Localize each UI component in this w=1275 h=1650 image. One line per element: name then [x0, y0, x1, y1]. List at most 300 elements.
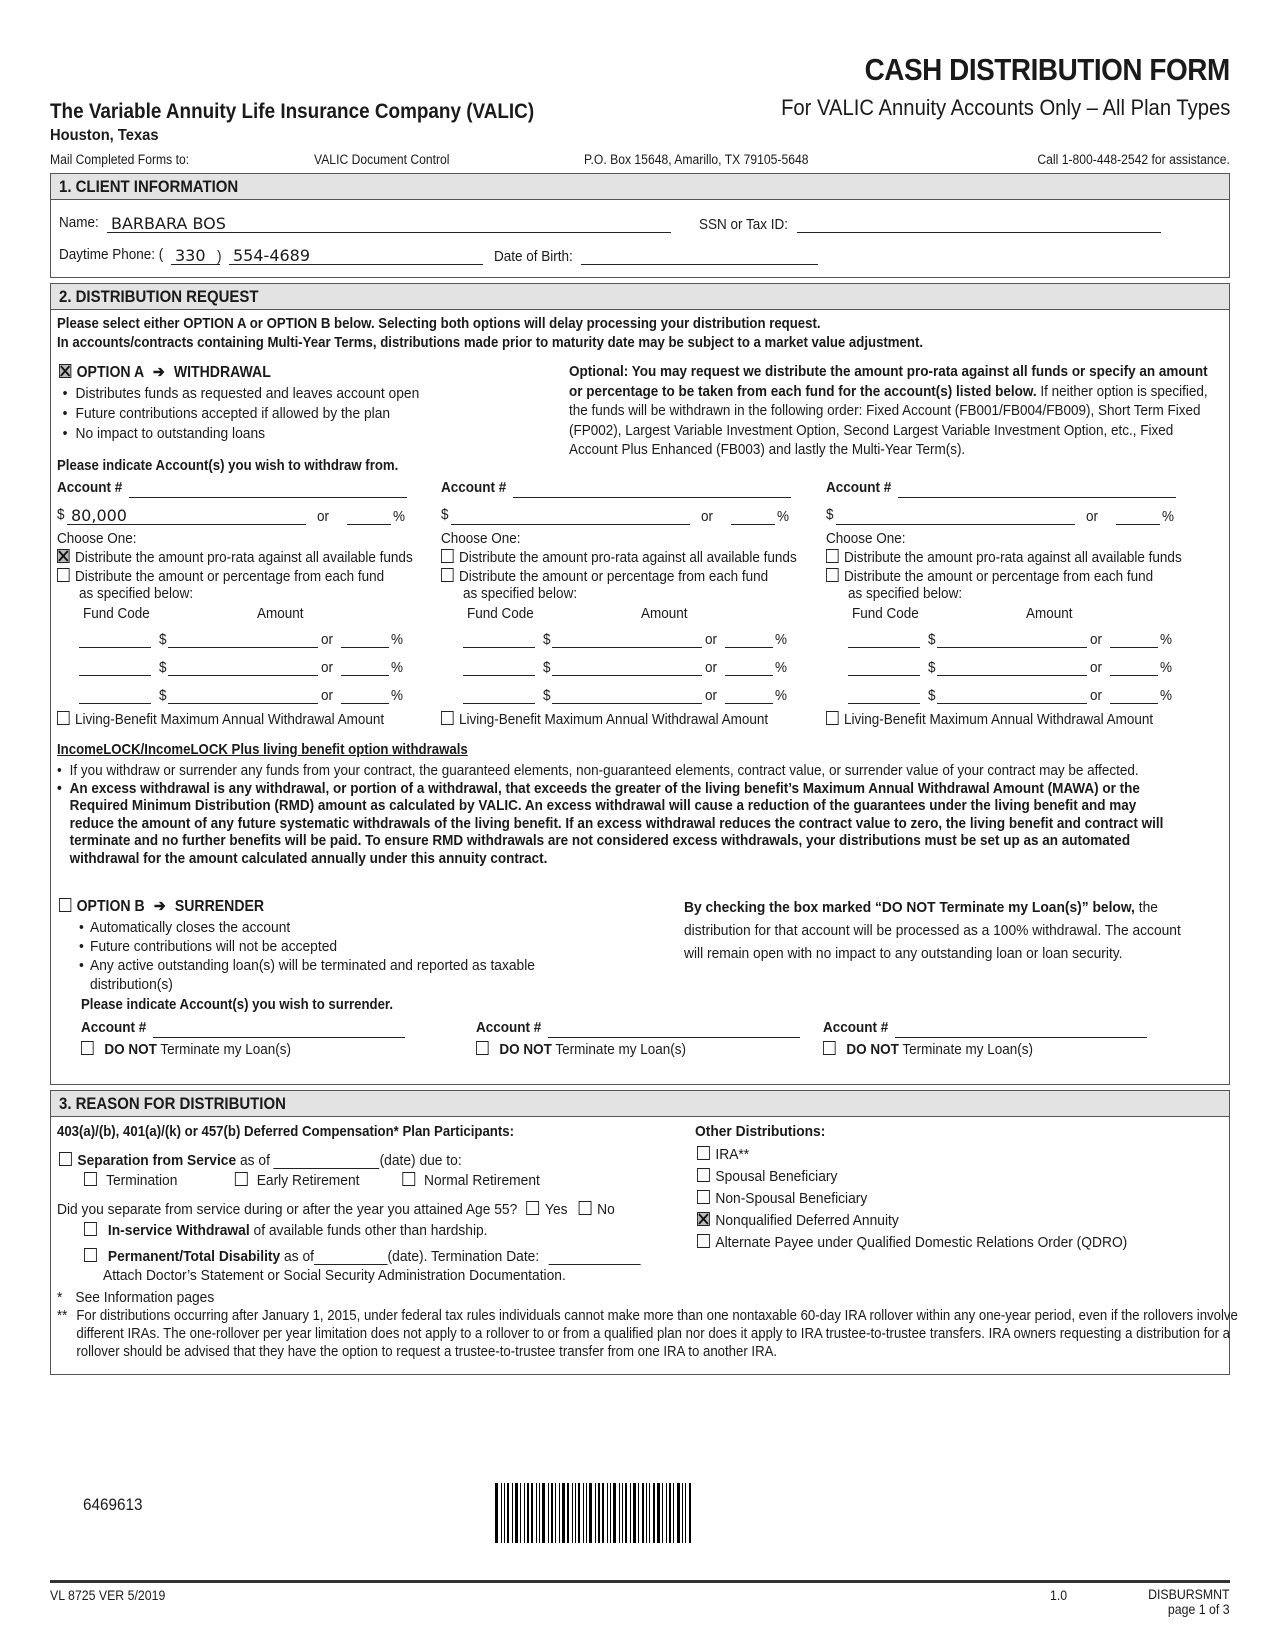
fund-code-field[interactable]: [848, 657, 920, 676]
other-distribution-option: [697, 1144, 1127, 1166]
do-not-label: DO NOT: [104, 1041, 157, 1058]
normal-retirement-label: Normal Retirement: [424, 1172, 540, 1189]
fund-row: [463, 657, 808, 677]
prorata-checkbox[interactable]: [441, 549, 454, 563]
barcode-bar: [662, 1483, 663, 1543]
barcode-bar: [649, 1483, 650, 1543]
choose-one-label: Choose One:: [826, 530, 906, 547]
barcode-bar: [595, 1483, 596, 1543]
account-number-row: [826, 479, 1191, 496]
barcode-bar: [520, 1483, 521, 1543]
do-not-terminate-option: [81, 1041, 291, 1058]
fund-percent-field[interactable]: [341, 685, 389, 704]
account-label: Account #: [826, 479, 892, 496]
form-subtitle: For VALIC Annuity Accounts Only – All Plan Types: [780, 95, 1230, 120]
disability-label: Permanent/Total Disability: [107, 1248, 281, 1265]
or-label: or: [705, 659, 718, 676]
barcode-bar: [610, 1483, 611, 1543]
inservice-label: In-service Withdrawal: [107, 1222, 250, 1239]
separation-date-suffix: (date) due to:: [379, 1152, 462, 1169]
amount-row: [57, 506, 422, 523]
other-distribution-checkbox[interactable]: [697, 1168, 710, 1182]
other-distribution-option: [697, 1232, 1127, 1254]
barcode-bar: [607, 1483, 608, 1543]
other-distribution-checkbox[interactable]: [697, 1190, 710, 1204]
other-distribution-label: Non-Spousal Beneficiary: [715, 1190, 868, 1207]
barcode-bar: [504, 1483, 505, 1543]
bullet-item: • Future contributions will not be accepted: [79, 938, 338, 955]
option-b-indicate: Please indicate Account(s) you wish to surrender.: [81, 996, 394, 1013]
specify-checkbox[interactable]: [826, 568, 839, 582]
specify-option: [441, 568, 768, 585]
account-label: Account #: [81, 1019, 147, 1036]
specify-label: Distribute the amount or percentage from each fund: [75, 568, 385, 585]
fund-row: [79, 685, 424, 705]
specify-label-cont: as specified below:: [848, 585, 963, 602]
other-distribution-checkbox[interactable]: [697, 1146, 710, 1160]
fund-amount-field[interactable]: [168, 657, 318, 676]
amount-header: Amount: [257, 605, 304, 622]
amount-header: Amount: [641, 605, 688, 622]
fund-code-field[interactable]: [79, 657, 151, 676]
barcode-bar: [673, 1483, 674, 1543]
fund-amount-field[interactable]: [552, 685, 702, 704]
account-label: Account #: [476, 1019, 542, 1036]
option-a-bullets: [59, 384, 419, 444]
barcode-bar: [677, 1483, 680, 1543]
dob-field[interactable]: [581, 246, 818, 265]
or-label: or: [1090, 687, 1103, 704]
percent-sign: %: [1160, 687, 1173, 704]
section-heading: 3. REASON FOR DISTRIBUTION: [51, 1091, 1229, 1117]
account-number-row: [441, 479, 806, 496]
other-distributions-list: [697, 1144, 1127, 1254]
do-not-label: DO NOT: [499, 1041, 552, 1058]
barcode-bar: [507, 1483, 509, 1543]
specify-option: [826, 568, 1153, 585]
fund-row: [79, 629, 424, 649]
percent-sign: %: [391, 631, 404, 648]
account-number-field[interactable]: [513, 479, 791, 498]
assistance-phone: Call 1-800-448-2542 for assistance.: [1037, 152, 1230, 167]
barcode-bar: [689, 1483, 691, 1543]
incomelock-bullet-2: • An excess withdrawal is any withdrawal, or portion of a withdrawal, that exceeds the greater of the living benefit’s Maximum Annual Withdrawal Amount (MAWA) or the Required Minimum Distribution (RMD) amount as calculated by VALIC. An excess withdrawal will cause a reduction of the guarantees under the living benefit and may reduce the amount of any future systematic withdrawals of the living benefit. If an excess withdrawal reduces the contract value to zero, the living benefit and contract will terminate and no further benefits will be paid. To ensure RMD withdrawals are not considered excess withdrawals, your distributions must be set up as an automated withdrawal for the amount calculated annually under this annuity contract.: [57, 779, 1164, 867]
surrender-account-column: [81, 1019, 446, 1067]
account-number-field[interactable]: [153, 1019, 405, 1038]
specify-checkbox[interactable]: [441, 568, 454, 582]
do-not-terminate-checkbox[interactable]: [476, 1041, 489, 1055]
bullet-item: • Automatically closes the account: [79, 919, 291, 936]
fund-code-field[interactable]: [848, 629, 920, 648]
fund-code-header: Fund Code: [467, 605, 534, 622]
barcode-bar: [512, 1483, 513, 1543]
barcode-bar: [646, 1483, 647, 1543]
other-distribution-checkbox[interactable]: [697, 1212, 710, 1226]
mawa-label: Living-Benefit Maximum Annual Withdrawal Amount: [844, 711, 1154, 728]
specify-checkbox[interactable]: [57, 568, 70, 582]
or-label: or: [1090, 659, 1103, 676]
barcode-bar: [598, 1483, 600, 1543]
fund-percent-field[interactable]: [341, 629, 389, 648]
account-number-field[interactable]: [898, 479, 1176, 498]
inservice-text: of available funds other than hardship.: [249, 1222, 488, 1239]
terminate-label: Terminate my Loan(s): [902, 1041, 1033, 1058]
do-not-label: DO NOT: [846, 1041, 899, 1058]
fund-amount-field[interactable]: [937, 685, 1087, 704]
barcode-bar: [685, 1483, 686, 1543]
account-number-row: [823, 1019, 1163, 1036]
barcode-bar: [515, 1483, 518, 1543]
option-b-checkbox[interactable]: [59, 898, 71, 912]
other-distribution-checkbox[interactable]: [697, 1234, 710, 1248]
barcode-bar: [567, 1483, 569, 1543]
age55-row: [57, 1201, 615, 1218]
dollar-sign: $: [543, 631, 551, 648]
other-distribution-option: [697, 1188, 1127, 1210]
barcode-bar: [572, 1483, 573, 1543]
fund-percent-field[interactable]: [341, 657, 389, 676]
form-version: VL 8725 VER 5/2019: [50, 1587, 166, 1603]
withdrawal-account-column: [826, 479, 1191, 734]
fund-code-header: Fund Code: [852, 605, 919, 622]
mailing-info: [50, 152, 1230, 167]
option-a-label: OPTION A: [76, 364, 144, 381]
dollar-sign: $: [543, 659, 551, 676]
fund-code-field[interactable]: [79, 629, 151, 648]
account-number-field[interactable]: [129, 479, 407, 498]
dollar-sign: $: [928, 631, 936, 648]
separation-date-field[interactable]: [274, 1150, 380, 1169]
dollar-sign: $: [543, 687, 551, 704]
termination-checkbox[interactable]: [84, 1172, 97, 1186]
fund-amount-field[interactable]: [168, 629, 318, 648]
barcode-bar: [548, 1483, 549, 1543]
do-not-terminate-checkbox[interactable]: [823, 1041, 836, 1055]
barcode-bar: [578, 1483, 580, 1543]
dollar-sign: $: [441, 506, 449, 523]
fund-percent-field[interactable]: [725, 657, 773, 676]
separation-reasons-row: [84, 1172, 540, 1189]
dollar-sign: $: [57, 506, 65, 523]
incomelock-bullets: [57, 762, 1177, 867]
mawa-checkbox[interactable]: [57, 711, 70, 725]
instruction-line-2: In accounts/contracts containing Multi-Year Terms, distributions made prior to maturity date may be subject to a market value adjustment.: [57, 334, 924, 351]
barcode-bar: [638, 1483, 639, 1543]
name-row: [59, 214, 1229, 238]
optional-note-bold: Optional: You may request we distribute the amount pro-rata against all funds or specify an amount or percentage to be taken from each fund for the account(s) listed below.: [569, 363, 1208, 400]
barcode-bar: [555, 1483, 556, 1543]
prorata-label: Distribute the amount pro-rata against all available funds: [459, 549, 797, 566]
fund-row: [463, 685, 808, 705]
option-b-note-text: the distribution for that account will be processed as a 100% withdrawal. The account will remain open with no impact to any outstanding loan or loan security.: [684, 899, 1181, 962]
age55-no-checkbox[interactable]: [579, 1201, 592, 1215]
early-retirement-checkbox[interactable]: [235, 1172, 248, 1186]
bullet-item: • Future contributions accepted if allowed by the plan: [59, 404, 419, 424]
other-distribution-option: [697, 1210, 1127, 1232]
mail-department: VALIC Document Control: [314, 152, 450, 167]
barcode-bar: [495, 1483, 498, 1543]
normal-retirement-checkbox[interactable]: [402, 1172, 415, 1186]
percent-sign: %: [775, 659, 788, 676]
specify-label-cont: as specified below:: [79, 585, 194, 602]
age55-yes-checkbox[interactable]: [527, 1201, 540, 1215]
company-city: Houston, Texas: [50, 127, 159, 144]
age55-no-label: No: [597, 1201, 615, 1218]
separation-as-of: as of: [236, 1152, 274, 1169]
option-a-heading: [59, 362, 271, 382]
fund-percent-field[interactable]: [725, 629, 773, 648]
fund-percent-field[interactable]: [1110, 657, 1158, 676]
form-code-block: [1149, 1587, 1230, 1617]
barcode-bar: [642, 1483, 644, 1543]
barcode: [495, 1483, 730, 1543]
instruction-line-1: Please select either OPTION A or OPTION B below. Selecting both options will delay processing your distribution request.: [57, 315, 821, 332]
form-code: DISBURSMNT: [1148, 1586, 1230, 1602]
fund-percent-field[interactable]: [725, 685, 773, 704]
disability-checkbox[interactable]: [84, 1248, 97, 1262]
other-distributions-heading: Other Distributions:: [695, 1123, 826, 1140]
option-b-note-bold: By checking the box marked “DO NOT Terminate my Loan(s)” below,: [684, 899, 1135, 916]
barcode-bar: [501, 1483, 502, 1543]
barcode-bar: [527, 1483, 529, 1543]
fund-row: [848, 657, 1193, 677]
prorata-label: Distribute the amount pro-rata against all available funds: [844, 549, 1182, 566]
specify-label: Distribute the amount or percentage from each fund: [459, 568, 769, 585]
barcode-bar: [559, 1483, 560, 1543]
option-a-indicate: Please indicate Account(s) you wish to withdraw from.: [57, 457, 399, 474]
fund-code-field[interactable]: [848, 685, 920, 704]
barcode-bar: [669, 1483, 671, 1543]
choose-one-label: Choose One:: [57, 530, 137, 547]
fund-amount-field[interactable]: [552, 629, 702, 648]
fund-percent-field[interactable]: [1110, 629, 1158, 648]
separation-row: [59, 1150, 462, 1169]
barcode-bar: [633, 1483, 636, 1543]
percent-field[interactable]: [347, 506, 391, 525]
barcode-bar: [539, 1483, 540, 1543]
percent-sign: %: [391, 687, 404, 704]
arrow-right-icon: ➔: [152, 364, 165, 381]
barcode-bar: [583, 1483, 584, 1543]
barcode-bar: [682, 1483, 683, 1543]
reason-for-distribution-section: [50, 1090, 1238, 1375]
option-b-heading: [59, 896, 264, 916]
percent-sign: %: [777, 508, 790, 525]
disability-row: [84, 1246, 641, 1265]
option-b-note: [684, 896, 1204, 965]
other-distribution-label: Spousal Beneficiary: [715, 1168, 838, 1185]
percent-sign: %: [775, 687, 788, 704]
or-label: or: [321, 687, 334, 704]
section-heading: 1. CLIENT INFORMATION: [51, 174, 1229, 200]
percent-sign: %: [393, 508, 406, 525]
page-number: page 1 of 3: [1168, 1601, 1230, 1617]
dollar-sign: $: [928, 659, 936, 676]
fund-row: [463, 629, 808, 649]
specify-option: [57, 568, 384, 585]
do-not-terminate-option: [476, 1041, 686, 1058]
barcode-bar: [531, 1483, 533, 1543]
barcode-bar: [575, 1483, 576, 1543]
form-title: CASH DISTRIBUTION FORM: [864, 52, 1230, 87]
percent-sign: %: [1160, 659, 1173, 676]
phone-paren: ): [217, 248, 222, 265]
account-label: Account #: [57, 479, 123, 496]
option-a-action: WITHDRAWAL: [173, 364, 271, 381]
prorata-option: [826, 549, 1182, 566]
or-label: or: [317, 508, 330, 525]
amount-field[interactable]: [451, 506, 690, 525]
amount-row: [441, 506, 806, 523]
fund-amount-field[interactable]: [937, 657, 1087, 676]
account-number-row: [476, 1019, 816, 1036]
terminate-label: Terminate my Loan(s): [555, 1041, 686, 1058]
prorata-checkbox[interactable]: [826, 549, 839, 563]
footnote-double-star: ** For distributions occurring after January 1, 2015, under federal tax rules individuals cannot make more than one nontaxable 60-day IRA rollover within any one-year period, even if the rollovers involve different IRAs. The one-rollover per year limitation does not apply to a rollover to or from a qualified plan nor does it apply to IRA trustee-to-trustee transfers. IRA owners requesting a distribution for a rollover should be advised that they have the option to request a trustee-to-trustee transfer from one IRA to another IRA.: [57, 1307, 1238, 1360]
fund-row: [848, 629, 1193, 649]
ssn-label: SSN or Tax ID:: [699, 216, 789, 233]
or-label: or: [1086, 508, 1099, 525]
or-label: or: [321, 659, 334, 676]
name-field[interactable]: BARBARA BOS: [107, 214, 671, 233]
amount-field[interactable]: [836, 506, 1075, 525]
dollar-sign: $: [826, 506, 834, 523]
fund-code-field[interactable]: [463, 685, 535, 704]
bullet-item: • Distributes funds as requested and leaves account open: [59, 384, 419, 404]
mail-label: Mail Completed Forms to:: [50, 152, 190, 167]
barcode-bar: [666, 1483, 667, 1543]
arrow-right-icon: ➔: [153, 898, 166, 915]
fund-code-field[interactable]: [463, 629, 535, 648]
fund-code-field[interactable]: [79, 685, 151, 704]
plan-participants-heading: 403(a)/(b), 401(a)/(k) or 457(b) Deferred Compensation* Plan Participants:: [57, 1123, 514, 1140]
mawa-option: [441, 711, 768, 728]
amount-header: Amount: [1026, 605, 1073, 622]
fund-row: [848, 685, 1193, 705]
separation-checkbox[interactable]: [59, 1152, 72, 1166]
surrender-account-column: [476, 1019, 841, 1067]
amount-row: [826, 506, 1191, 523]
account-label: Account #: [441, 479, 507, 496]
or-label: or: [705, 631, 718, 648]
account-number-field[interactable]: [895, 1019, 1147, 1038]
barcode-bar: [589, 1483, 592, 1543]
dob-label: Date of Birth:: [494, 248, 573, 265]
ssn-field[interactable]: [797, 214, 1161, 233]
other-distribution-option: [697, 1166, 1127, 1188]
disability-attach-note: Attach Doctor’s Statement or Social Security Administration Documentation.: [103, 1267, 566, 1284]
withdrawal-account-column: [441, 479, 806, 734]
mawa-label: Living-Benefit Maximum Annual Withdrawal Amount: [75, 711, 385, 728]
optional-note: [569, 362, 1219, 460]
percent-field[interactable]: [731, 506, 775, 525]
bullet-item: • No impact to outstanding loans: [59, 424, 419, 444]
percent-sign: %: [1162, 508, 1175, 525]
barcode-bar: [625, 1483, 627, 1543]
disability-as-of: as of: [280, 1248, 314, 1265]
do-not-terminate-checkbox[interactable]: [81, 1041, 94, 1055]
fund-amount-field[interactable]: [168, 685, 318, 704]
option-b-bullets: [79, 918, 599, 994]
barcode-bar: [630, 1483, 631, 1543]
document-id: 6469613: [83, 1495, 143, 1514]
company-name: The Variable Annuity Life Insurance Company (VALIC): [50, 100, 535, 123]
account-number-field[interactable]: [548, 1019, 800, 1038]
barcode-bar: [551, 1483, 553, 1543]
fund-code-field[interactable]: [463, 657, 535, 676]
account-number-row: [81, 1019, 421, 1036]
specify-label-cont: as specified below:: [463, 585, 578, 602]
termination-date-field[interactable]: [549, 1246, 641, 1265]
barcode-bar: [602, 1483, 604, 1543]
choose-one-label: Choose One:: [441, 530, 521, 547]
prorata-checkbox[interactable]: [57, 549, 70, 563]
incomelock-bullet-1: • If you withdraw or surrender any funds from your contract, the guaranteed elements, non-guaranteed elements, contract value, or surrender value of your contract may be affected.: [57, 762, 1139, 779]
terminate-label: Terminate my Loan(s): [160, 1041, 291, 1058]
name-label: Name:: [59, 214, 99, 231]
option-a-checkbox[interactable]: [59, 364, 71, 378]
other-distribution-label: IRA**: [715, 1146, 750, 1163]
dollar-sign: $: [159, 659, 167, 676]
option-b-label: OPTION B: [76, 898, 145, 915]
disability-date-field[interactable]: [314, 1246, 388, 1265]
amount-field[interactable]: 80,000: [67, 506, 306, 525]
prorata-option: [441, 549, 797, 566]
distribution-request-section: [50, 283, 1230, 1085]
dollar-sign: $: [928, 687, 936, 704]
footer-divider: [50, 1580, 1230, 1583]
mawa-label: Living-Benefit Maximum Annual Withdrawal Amount: [459, 711, 769, 728]
early-retirement-label: Early Retirement: [256, 1172, 360, 1189]
barcode-bar: [657, 1483, 660, 1543]
fund-code-header: Fund Code: [83, 605, 150, 622]
fund-percent-field[interactable]: [1110, 685, 1158, 704]
fund-amount-field[interactable]: [552, 657, 702, 676]
barcode-bar: [622, 1483, 623, 1543]
account-number-row: [57, 479, 422, 496]
barcode-bar: [619, 1483, 620, 1543]
phone-number-field[interactable]: 554-4689: [229, 246, 483, 265]
footnote-star: * See Information pages: [57, 1289, 215, 1306]
barcode-bar: [653, 1483, 655, 1543]
specify-label: Distribute the amount or percentage from each fund: [844, 568, 1154, 585]
optional-note-text: If neither option is specified, the funds will be withdrawn in the following order: Fixed Account (FB001/FB004/FB009), Short Term Fixed (FP002), Largest Variable Investment Option, Second Largest Variable Investment Option, etc., Fixed Account Plus Enhanced (FB003) and lastly the Multi-Year Term(s).: [569, 382, 1208, 458]
withdrawal-account-column: [57, 479, 422, 734]
do-not-terminate-option: [823, 1041, 1033, 1058]
phone-row: [59, 246, 1229, 270]
prorata-option: [57, 549, 413, 566]
barcode-bar: [524, 1483, 525, 1543]
percent-sign: %: [391, 659, 404, 676]
percent-sign: %: [1160, 631, 1173, 648]
barcode-bar: [613, 1483, 616, 1543]
mawa-checkbox[interactable]: [441, 711, 454, 725]
phone-area-code-field[interactable]: 330: [171, 246, 220, 265]
mawa-checkbox[interactable]: [826, 711, 839, 725]
dollar-sign: $: [159, 631, 167, 648]
section-heading: 2. DISTRIBUTION REQUEST: [51, 284, 1229, 310]
age55-question: Did you separate from service during or after the year you attained Age 55?: [57, 1201, 518, 1218]
percent-field[interactable]: [1116, 506, 1160, 525]
dollar-sign: $: [159, 687, 167, 704]
other-distribution-label: Alternate Payee under Qualified Domestic Relations Order (QDRO): [715, 1234, 1128, 1251]
barcode-bar: [536, 1483, 537, 1543]
or-label: or: [705, 687, 718, 704]
client-information-section: [50, 173, 1230, 278]
fund-amount-field[interactable]: [937, 629, 1087, 648]
barcode-bar: [586, 1483, 587, 1543]
inservice-checkbox[interactable]: [84, 1222, 97, 1236]
